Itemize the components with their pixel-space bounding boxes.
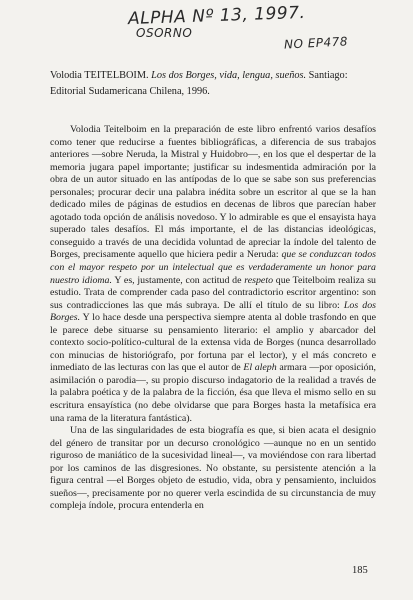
paragraph-1 xyxy=(50,124,376,425)
bibliographic-citation xyxy=(50,68,380,99)
review-body xyxy=(50,124,376,513)
p1-text-e: armara —por oposición, asimilación o parodia—, su propio discurso indagatorio de la realidad a través de la palabra poética y de la palabra de la ficción, ésa que lleva el mismo sello en su escritura ensayística (no debe olvidarse que para Borges hasta la metafísica era una rama de la literatura fantástica). xyxy=(50,362,376,424)
handwritten-note-city: OSORNO xyxy=(136,26,193,40)
p1-text-b: Y es, justamente, con actitud de xyxy=(111,274,245,286)
p1-text-c: que Teitelboim realiza su estudio. Trata de comprender cada paso del contradictorio escritor argentino: son sus contradicciones las que más subraya. De allí el título de su libro: xyxy=(50,274,376,311)
page-number: 185 xyxy=(352,565,368,576)
handwritten-note-journal: ALPHA Nº 13, 1997. xyxy=(127,2,306,30)
paragraph-2: Una de las singularidades de esta biografía es que, si bien acata el designio del género de transitar por un decurso cronológico —aunque no en un sentido riguroso de maniático de la sucesividad lineal—, va moviéndose con rara libertad por los caminos de las disgresiones. No obstante, su persistente atención a la figura central —el Borges objeto de estudio, vida, obra y pensamiento, incluidos sueños—, precisamente por no querer verla escindida de su circunstancia de muy compleja índole, procura entenderla en xyxy=(50,425,376,512)
citation-author: Volodia TEITELBOIM. xyxy=(50,70,149,81)
p1-text-a: Volodia Teitelboim en la preparación de este libro enfrentó varios desafíos como tener que reducirse a fuentes bibliográficas, a diferencia de sus trabajos anteriores —sobre Neruda, la Mistral y Huidobro—, en los que el despertar de la memoria jugara papel importante; justificar su indesmentida admiración por la obra de un autor situado en las antípodas de lo que se sabe son sus preferencias personales; procurar decir una palabra inédita sobre un escritor al que se la han dedicado miles de páginas de estudios en decenas de libros que parecían haber agotado toda opción de análisis novedoso. Y lo admirable es que el ensayista haya superado tales desafíos. El más importante, el de las distancias ideológicas, conseguido a través de una decidida voluntad de apreciar la índole del talento de Borges, precisamente aquello que hiciera pedir a Neruda: xyxy=(50,124,376,261)
p1-book-title: Los dos Borges. xyxy=(50,299,376,324)
p1-neruda-quote: que se conduzcan todos con el mayor respeto por un intelectual que es verdaderamente un honor para nuestro idioma. xyxy=(50,249,376,286)
citation-title: Los dos Borges, vida, lengua, sueños. xyxy=(151,70,307,81)
p1-aleph-title: El aleph xyxy=(243,362,277,374)
citation-publisher: Editorial Sudamericana Chilena, 1996. xyxy=(50,85,210,97)
p1-text-d: Y lo hace desde una perspectiva siempre atenta al doble trasfondo en que le parece debe situarse su pensamiento literario: el amplio y abarcador del contexto socio-político-cultural de la extensa vida de Borges (nunca desarrollado con minucias de historiógrafo, por fortuna par el lector), y el más concreto e inmediato de las lecturas con las que el autor de xyxy=(50,312,376,374)
handwritten-note-code: NO EP478 xyxy=(283,34,349,52)
p1-respeto: respeto xyxy=(244,274,274,286)
citation-place: Santiago: xyxy=(308,70,348,81)
